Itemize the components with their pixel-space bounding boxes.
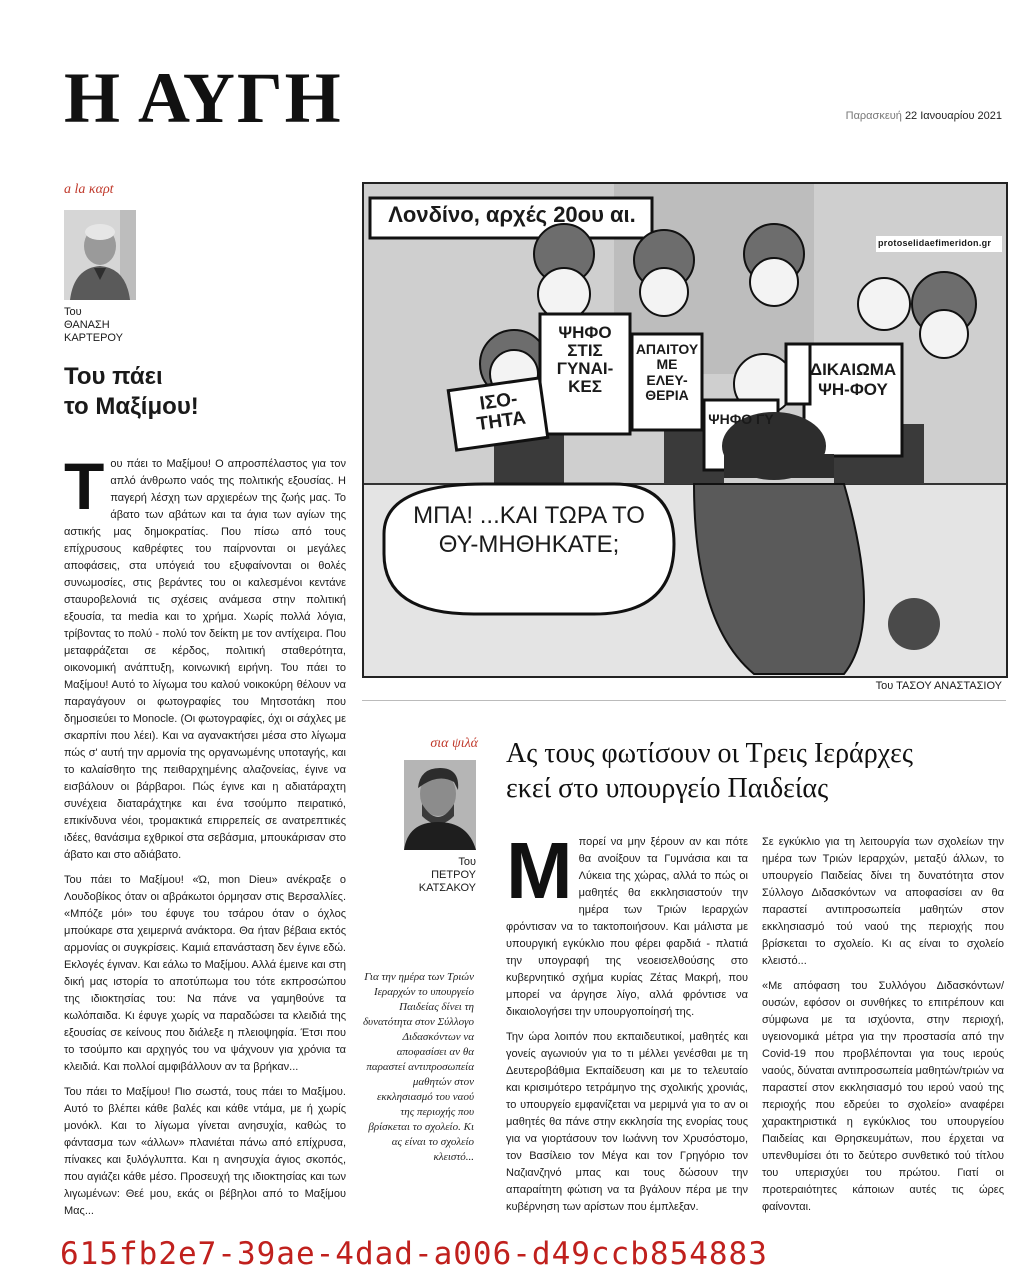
placard-freedom: ΑΠΑΙΤΟΥΜΕ ΕΛΕΥ-ΘΕΡΙΑ: [635, 341, 699, 404]
portrait-icon: [404, 760, 476, 850]
article1-title: [64, 362, 264, 422]
byline-prefix: Του: [458, 856, 476, 868]
footer-code: 615fb2e7-39ae-4dad-a006-d49ccb854883: [60, 1236, 768, 1272]
pullquote: Για την ημέρα των Τριών Ιεραρχών το υπουργείο Παιδείας δίνει τη δυνατότητα στον Σύλλογο Διδασκόντων να αποφασίσει αν θα παραστεί αντιπροσωπεία μαθητών στον εκκλησιασμό του ναού της περιοχής που βρίσκεται το σχολείο. Κι ας είναι το σχολείο κλειστό...: [362, 971, 474, 1163]
section-divider: [362, 700, 1006, 701]
article2-body-right: [762, 834, 1004, 1226]
article1-title-line1: Του πάει: [64, 363, 163, 390]
article1-paragraph: ου πάει το Μαξίμου! Ο απροσπέλαστος για τον απλό άνθρωπο ναός της πολιτικής εξουσίας. Η παγερή λέσχη των αρχιερέων της ζωής μας. Το άβατο των αβάτων και τα άγια των αγίων της αστικής μας δημοκρατίας. Που πίσω από τους επίχρυσους καθρέφτες του παίρνονται οι μεγάλες αποφάσεις, στα υπόγειά του εξυφαίνονται οι θολές συνωμοσίες, στις βεράντες του οι καλεσμένοι κεντάνε σταυροβελονιά τις σχέσεις ανάμεσα στην πολιτική εξουσία, τα media και το χρήμα. Χωρίς πολλά λόγια, τρίβοντας το πολύ - πολύ τον δείκτη με τον αντίχειρα. Που μεταφράζεται σε κέρδος, πολιτική σταθερότητα, οικονομική ανάπτυξη, κοινωνική ειρήνη. Του πάει το Μαξίμου! Αυτό το λίγωμα του καλού νοικοκύρη θέλουν να παραγάγουν οι φωτογραφίες του Μητσοτάκη που δημοσιεύει το Monocle. (Οι φωτογραφίες, όχι οι σάχλες με σκαρπίνι που λέει). Και να αγανακτήσει μέσα στο λίγωμα πώς σ' αυτή την αρμονία της οργανωμένης υποταγής, και το καλαίσθητο της πειθαρχημένης αλαζονείας, έγινε να εισβάλουν οι βάρβαροι. Πώς έγινε και η αδιατάραχτη συνέχεια διαταράχτηκε και ένα τσούμπο πειρατικό, επικίνδυνα νέοι, τρομακτικά επιρρεπείς σε ανατρεπτικές ιδέες, θανάσιμα εχθρικοί στα σεβάσμια, μπουκάρισαν στο άβατο και στο αδιάβατο.: [64, 458, 346, 861]
article1-paragraph: Του πάει το Μαξίμου! «Ώ, mon Dieu» ανέκραξε ο Λουδοβίκος όταν οι αβράκωτοι όρμησαν στις Βερσαλλίες. «Μπόζε μόι» του έφυγε του τσάρου όταν ο όχλος μπούκαρε στα χειμερινά ανάκτορα. Θα ήταν βέβαια εκτός αρμονίας οι συγκρίσεις. Καμιά επανάσταση δεν έγινε εδώ. Εκλογές έγιναν. Και εάλω το Μαξίμου. Αλλά έμεινε και στη δική μας ιστορία το αποτύπωμα του τότε εκπροσώπου της ιδιοκτησίας του: Να πάνε να γαμηθούνε τα κωλόπαιδα. Κι έφυγε χωρίς να παραδώσει τα κλειδιά της εξουσίας σε κείνους που διάλεξε η πλειοψηφία. Έτσι που το τσούμπο και αρχηγός του να ψάχνουν για χρόνια τα κλειδιά. Και πολλοί αμφιβάλλουν αν τα βρήκαν...: [64, 874, 346, 1073]
speech-bubble-text: ΜΠΑ! ...ΚΑΙ ΤΩΡΑ ΤΟ ΘΥ-ΜΗΘΗΚΑΤΕ;: [413, 502, 645, 558]
placard-equality: ΙΣΟ-ΤΗΤΑ: [475, 388, 528, 436]
article2-paragraph: Σε εγκύκλιο για τη λειτουργία των σχολείων την ημέρα των Τριών Ιεραρχών, μεταξύ άλλων, το υπουργείο Παιδείας δίνει τη δυνατότητα στον Σύλλογο Διδασκόντων να αποφασίσει αν θα παραστεί αντιπροσωπεία μαθητών στον εκκλησιασμό τού ναού της περιοχής που βρίσκεται το σχολείο. Κι ας είναι το σχολείο κλειστό...: [762, 836, 1004, 967]
byline-katsakos: [392, 856, 476, 896]
placard-right-to-vote: ΔΙΚΑΙΩΜΑ ΨΗ-ΦΟΥ: [809, 360, 897, 399]
credit-prefix: Του: [875, 680, 894, 692]
cartoon-credit: [876, 680, 1002, 692]
article2-title-line1: Ας τους φωτίσουν οι Τρεις Ιεράρχες: [506, 738, 913, 769]
article1-paragraph: Του πάει το Μαξίμου! Πιο σωστά, τους πάει το Μαξίμου. Αυτό το βλέπει κάθε βαλές και κάθε ντάμα, με ή χωρίς μονόκλ. Και το λίγωμα γίνεται ανησυχία, καθώς το φάντασμα των «άλλων» πλανιέται πάνω από επίχρυσα, πίνακες και ξυλόγλυπτα. Και η ανησυχία άγιος σκοπός, που αγιάζει κάθε μέσο. Προσευχή της ιδιοκτησίας και των λιγωμένων: Θεέ μου, εκάς οι βέβηλοι από το Μαξίμου Μας...: [64, 1086, 346, 1217]
date: 22 Ιανουαρίου 2021: [904, 110, 1002, 122]
article2-paragraph: Την ώρα λοιπόν που εκπαιδευτικοί, μαθητές και γονείς αγωνιούν για το τι μέλλει γενέσθαι με τη Δευτεροβάθμια Εκπαίδευση και με το τελευταίο και κρισιμότερο τετράμηνο της σχολικής χρονιάς, το υπουργείο εμφανίζεται να μεριμνά για το αν οι μαθητές θα πάνε στην εκκλησία της ενορίας τους για να γιορτάσουν τον Ιωάννη τον Χρυσόστομο, τον Βασίλειο τον Μέγα και τον Γρηγόριο τον Ναζιανζηνό μπας και τους δώσουν την απαραίτητη φώτιση να τα βγάλουν πέρα με την κυβέρνηση των αρίστων που έμπλεξαν.: [506, 1031, 748, 1213]
article2-dropcap: Μ: [506, 834, 573, 915]
cartoon: [362, 182, 1008, 678]
author-name-line1: ΠΕΤΡΟΥ: [431, 869, 476, 882]
author-name-line2: ΚΑΤΣΑΚΟΥ: [418, 882, 476, 895]
placard-vote: ΨΗΦΟ ΓΥ: [708, 411, 774, 427]
credit-name: ΤΑΣΟΥ ΑΝΑΣΤΑΣΙΟΥ: [896, 680, 1002, 692]
portrait-icon: [64, 210, 136, 300]
author-photo-katsakos: [404, 760, 476, 850]
article2-paragraph: «Με απόφαση του Συλλόγου Διδασκόντων/ουσών, εφόσον οι συνθήκες το επιτρέπουν και σύμφωνα με τα ισχύοντα, στην περιοχή, υγειονομικά μέτρα για την προστασία από την Covid-19 που προβλέπονται για τους ιερούς ναούς, δύναται αντιπροσωπεία μαθητών/τριών να παραστεί στον εκκλησιασμό του ιερού ναού της περιοχής που εδρεύει το σχολείο» αναφέρει χαρακτηριστικά η εγκύκλιος του υπουργείου Παιδείας και Θρησκευμάτων, που έρχεται να υπενθυμίσει ότι το δεύτερο συνθετικό τού τίτλου του υπερισχύει του πρώτου. Γιατί οι προτεραιότητες κάποιων αυτές τις ώρες φαίνονται.: [762, 980, 1004, 1213]
dateline: [846, 110, 1002, 122]
masthead: Η ΑΥΓΗ: [64, 58, 343, 138]
weekday: Παρασκευή: [845, 110, 902, 122]
site-label: protoselidaefimeridon.gr: [878, 238, 992, 248]
article1-body: [64, 456, 346, 1226]
article2-title: [506, 736, 1006, 806]
author-name-line2: ΚΑΡΤΕΡΟΥ: [64, 332, 123, 345]
author-photo-karteros: [64, 210, 136, 300]
placard-vote-women: ΨΗΦΟ ΣΤΙΣ ΓΥΝΑΙ-ΚΕΣ: [556, 323, 614, 396]
article2-title-line2: εκεί στο υπουργείο Παιδείας: [506, 773, 829, 804]
article2-body-left: [506, 834, 748, 1226]
author-name-line1: ΘΑΝΑΣΗ: [64, 319, 110, 332]
article1-dropcap: Τ: [64, 456, 105, 523]
section-tag-siapsila: σια ψιλά: [430, 736, 478, 751]
byline-prefix: Του: [64, 306, 82, 318]
article2-paragraph: πορεί να μην ξέρουν αν και πότε θα ανοίξουν τα Γυμνάσια και τα Λύκεια της χώρας, αλλά το πώς οι μαθητές θα εκκλησιαστούν την ημέρα των Τριών Ιεραρχών φρόντισαν να το τακτοποιήσουν. Και μάλιστα με υπουργική εγκύκλιο που φέρει φαρδιά - πλατιά την υπογραφή της νεοεισελθούσης στο κυβερνητικό σχήμα κυρίας Ζέτας Μακρή, που μπορεί να άργησε λίγο, αλλά φρόντισε να δικαιολογήσει την υπουργοποίησή της.: [506, 836, 748, 1018]
byline-karteros: [64, 306, 123, 346]
cartoon-caption: Λονδίνο, αρχές 20ου αι.: [388, 202, 636, 227]
section-tag-alacarte: a la καρt: [64, 182, 114, 197]
article1-title-line2: το Μαξίμου!: [64, 393, 199, 420]
